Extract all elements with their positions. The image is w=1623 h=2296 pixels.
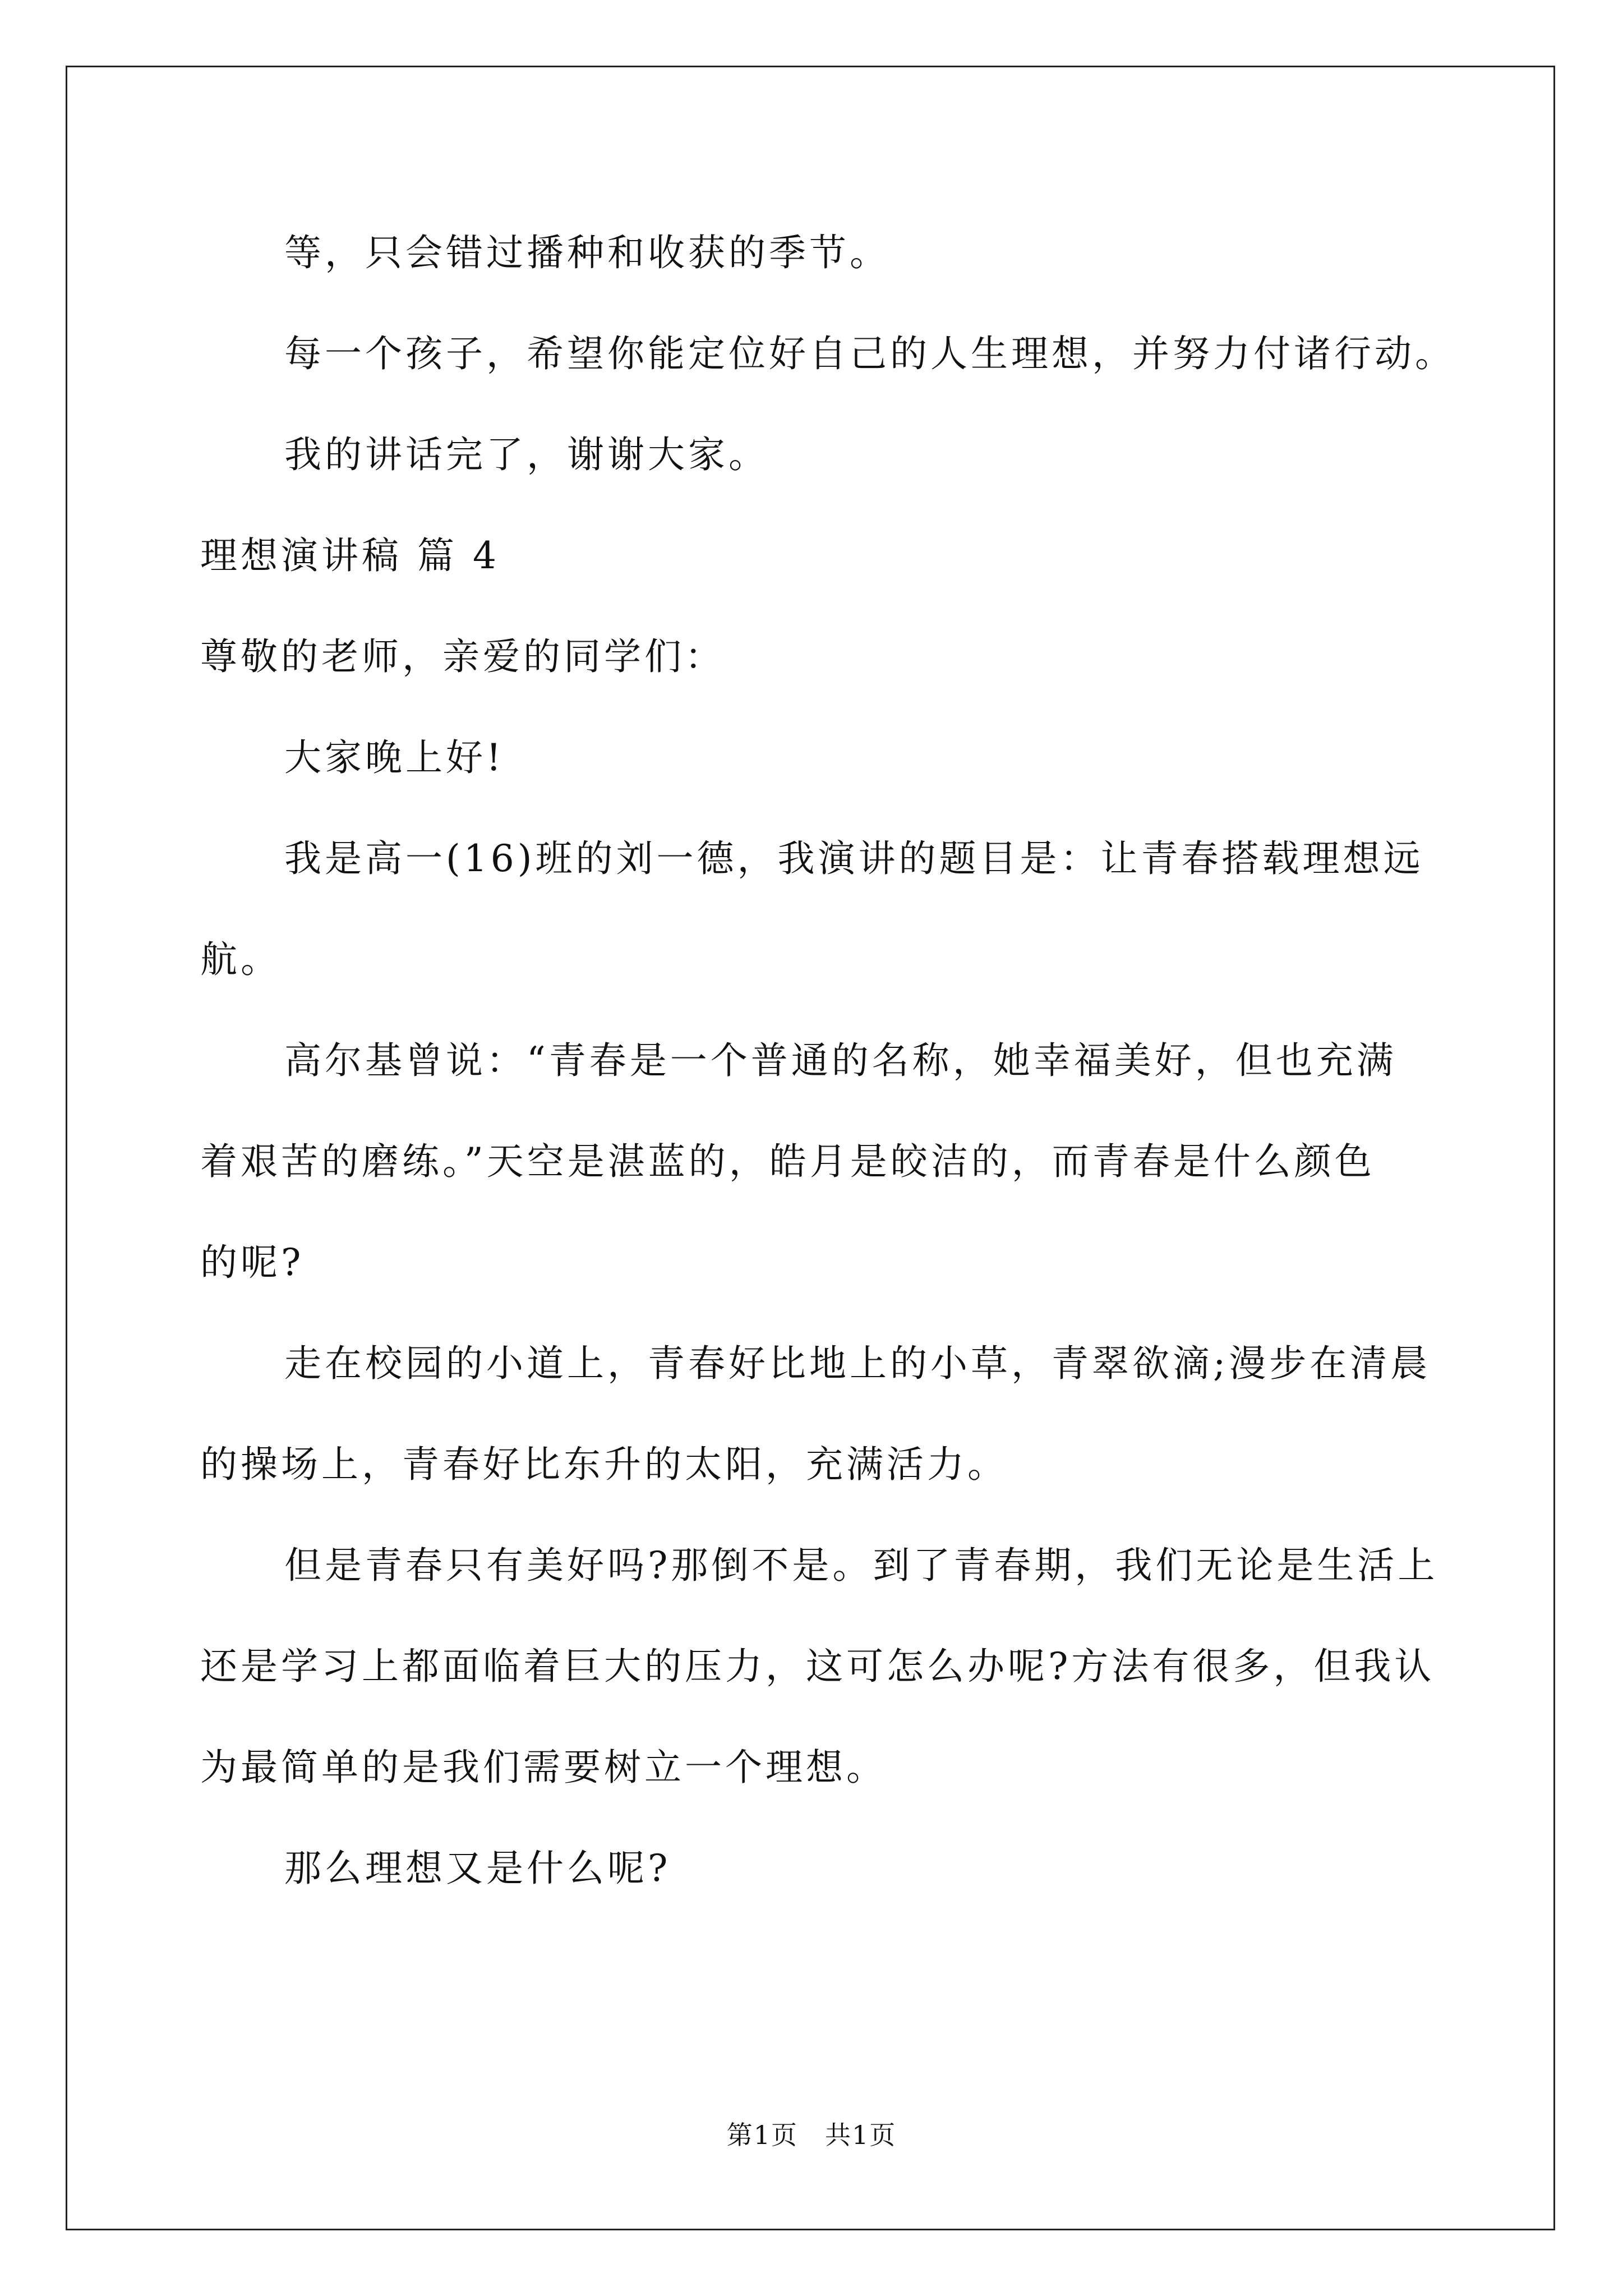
paragraph-line: 我是高一(16)班的刘一德，我演讲的题目是：让青春搭载理想远	[284, 837, 1424, 880]
paragraph-line: 还是学习上都面临着巨大的压力，这可怎么办呢?方法有很多，但我认	[200, 1645, 1435, 1688]
paragraph-line: 为最简单的是我们需要树立一个理想。	[200, 1746, 887, 1789]
paragraph-line: 大家晚上好!	[284, 736, 505, 779]
page-footer: 第1页 共1页	[726, 2120, 897, 2150]
paragraph-line: 那么理想又是什么呢?	[284, 1847, 671, 1890]
paragraph-line: 的操场上，青春好比东升的太阳，充满活力。	[200, 1443, 1008, 1486]
paragraph-line: 但是青春只有美好吗?那倒不是。到了青春期，我们无论是生活上	[284, 1544, 1438, 1587]
salutation: 尊敬的老师，亲爱的同学们：	[200, 635, 725, 678]
paragraph-line: 航。	[200, 938, 281, 981]
paragraph-line: 每一个孩子，希望你能定位好自己的人生理想，并努力付诸行动。	[284, 332, 1455, 375]
paragraph-line: 走在校园的小道上，青春好比地上的小草，青翠欲滴;漫步在清晨	[284, 1342, 1431, 1385]
paragraph-line: 我的讲话完了，谢谢大家。	[284, 433, 769, 476]
paragraph-line: 着艰苦的磨练。”天空是湛蓝的，皓月是皎洁的，而青春是什么颜色	[200, 1140, 1375, 1183]
paragraph-line: 高尔基曾说：“青春是一个普通的名称，她幸福美好，但也充满	[284, 1039, 1397, 1082]
section-heading: 理想演讲稿 篇 4	[200, 534, 500, 577]
paragraph-line: 等，只会错过播种和收获的季节。	[284, 231, 890, 274]
paragraph-line: 的呢?	[200, 1241, 305, 1284]
